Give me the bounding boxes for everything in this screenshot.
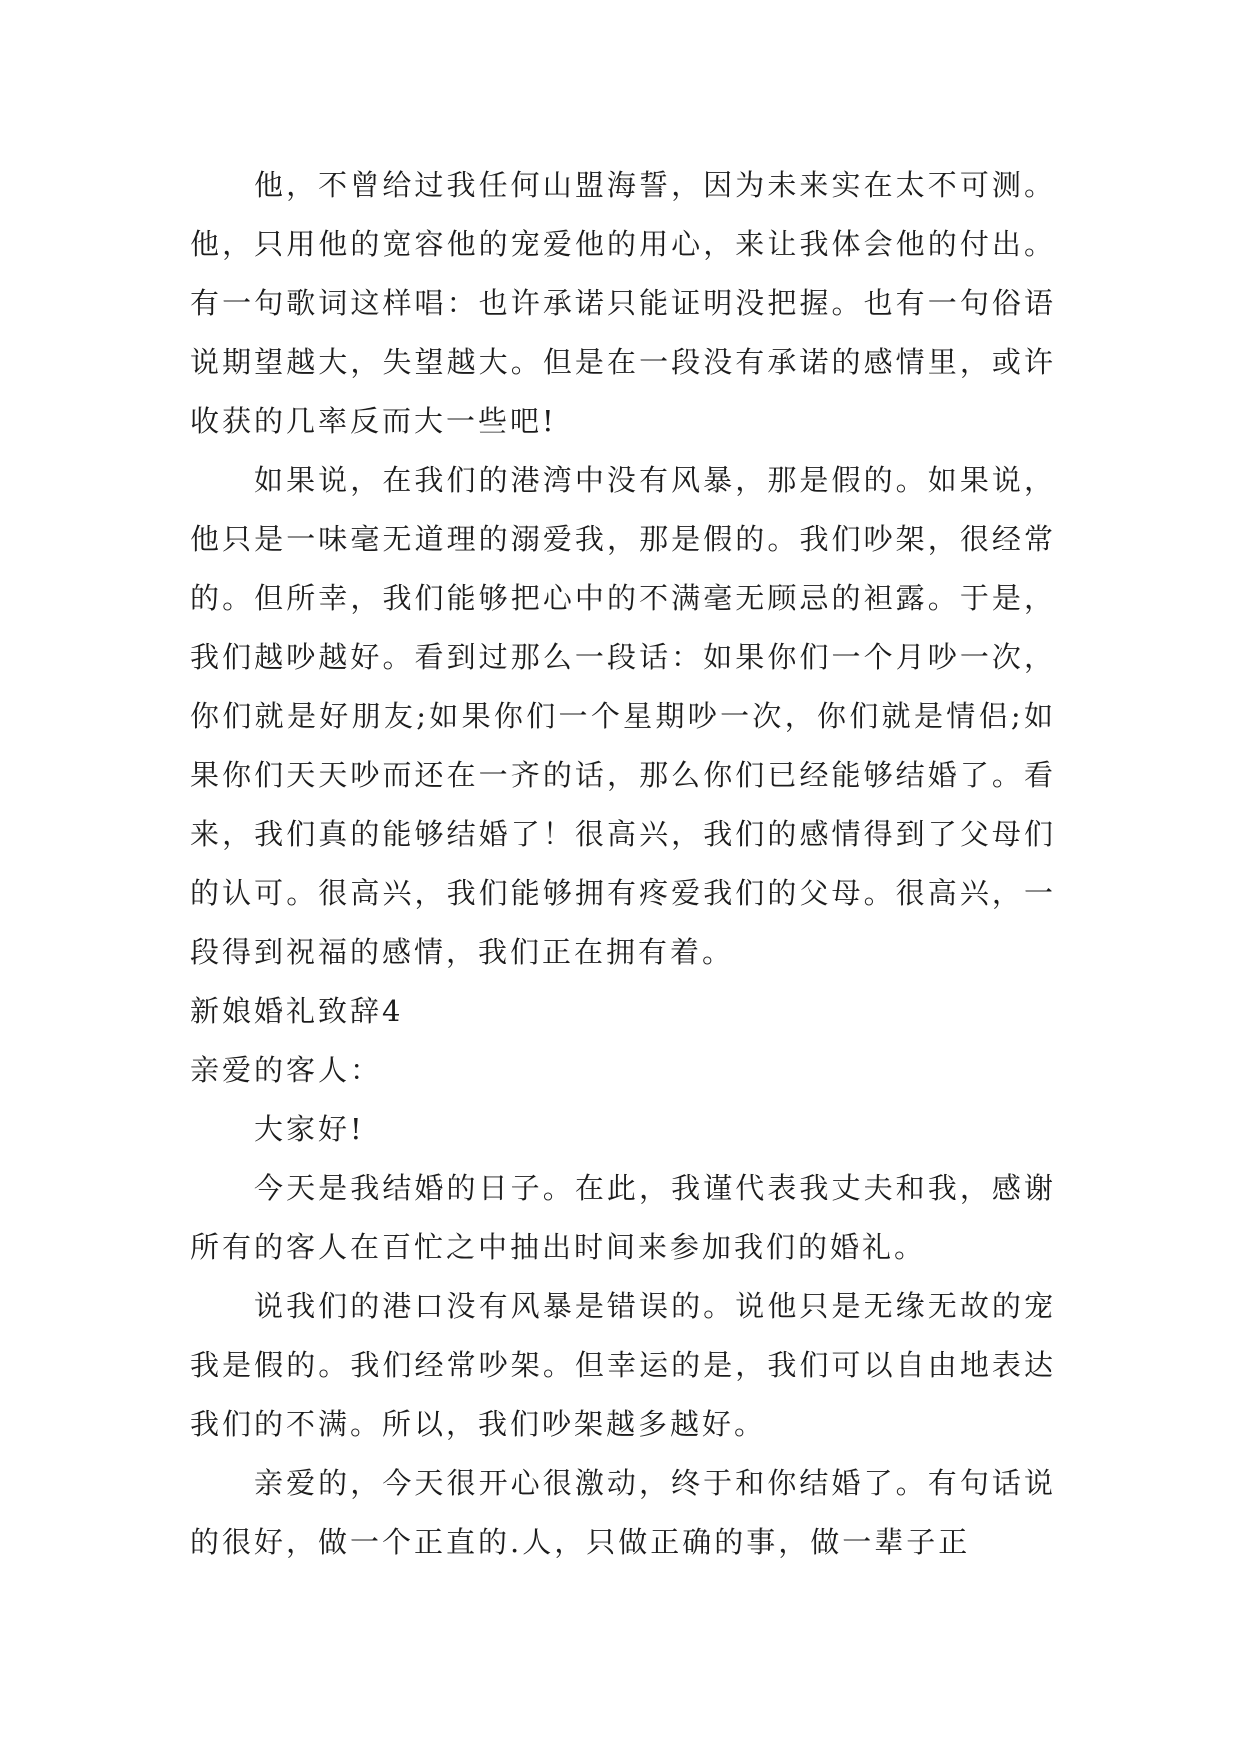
salutation: 亲爱的客人： [190,1053,383,1087]
document-body [190,156,1056,1572]
paragraph-thanks: 今天是我结婚的日子。在此，我谨代表我丈夫和我，感谢所有的客人在百忙之中抽出时间来参加我们的婚礼。 [190,1171,1056,1264]
section-title: 新娘婚礼致辞4 [190,994,404,1028]
paragraph-dear: 亲爱的，今天很开心很激动，终于和你结婚了。有句话说的很好，做一个正直的.人，只做正确的事，做一辈子正 [190,1466,1056,1559]
paragraph-harbor: 说我们的港口没有风暴是错误的。说他只是无缘无故的宠我是假的。我们经常吵架。但幸运的是，我们可以自由地表达我们的不满。所以，我们吵架越多越好。 [190,1289,1056,1441]
paragraph-quarrel: 如果说，在我们的港湾中没有风暴，那是假的。如果说，他只是一味毫无道理的溺爱我，那是假的。我们吵架，很经常的。但所幸，我们能够把心中的不满毫无顾忌的袒露。于是，我们越吵越好。看到过那么一段话：如果你们一个月吵一次，你们就是好朋友;如果你们一个星期吵一次，你们就是情侣;如果你们天天吵而还在一齐的话，那么你们已经能够结婚了。看来，我们真的能够结婚了！很高兴，我们的感情得到了父母们的认可。很高兴，我们能够拥有疼爱我们的父母。很高兴，一段得到祝福的感情，我们正在拥有着。 [190,463,1056,969]
greeting: 大家好! [254,1112,365,1146]
paragraph-promise: 他，不曾给过我任何山盟海誓，因为未来实在太不可测。他，只用他的宽容他的宠爱他的用心，来让我体会他的付出。有一句歌词这样唱：也许承诺只能证明没把握。也有一句俗语说期望越大，失望越大。但是在一段没有承诺的感情里，或许收获的几率反而大一些吧! [190,168,1056,438]
